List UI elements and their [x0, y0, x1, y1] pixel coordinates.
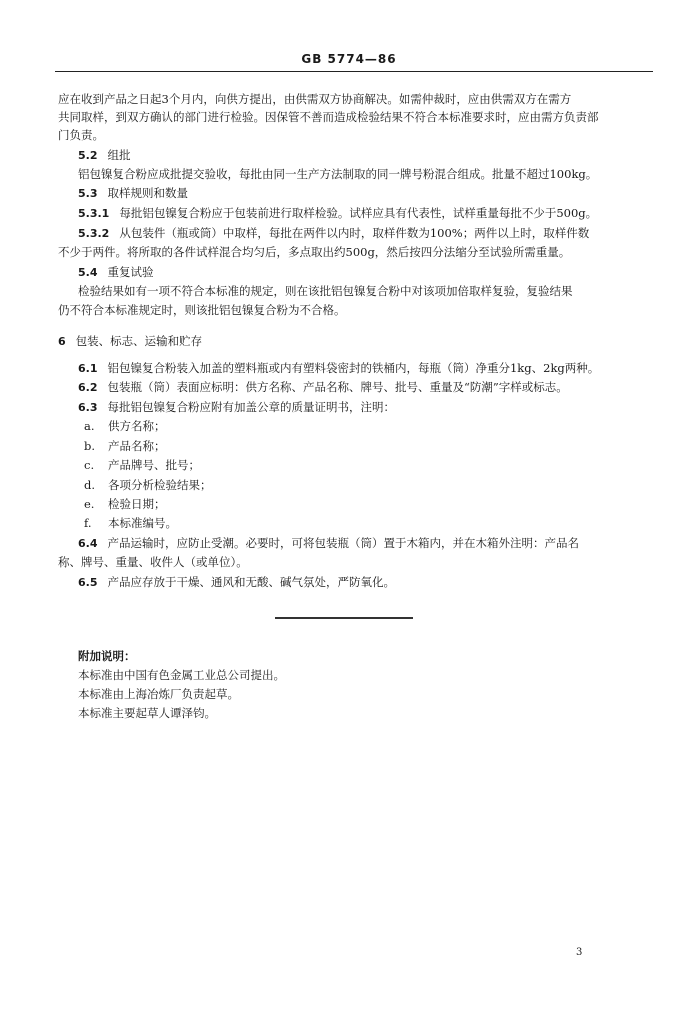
section-title: 组批	[107, 148, 131, 162]
section-divider	[275, 617, 413, 619]
paragraph-line: 检验结果如有一项不符合本标准的规定，则在该批铝包镍复合粉中对该项加倍取样复验，复验结果	[78, 284, 573, 298]
paragraph-line: 铝包镍复合粉应成批提交验收，每批由同一生产方法制取的同一牌号粉混合组成。批量不超过100kg。	[78, 167, 598, 181]
clause-text: 铝包镍复合粉装入加盖的塑料瓶或内有塑料袋密封的铁桶内，每瓶（筒）净重分1kg、2kg两种。	[107, 361, 600, 375]
section-title: 取样规则和数量	[107, 186, 188, 200]
section-title: 重复试验	[107, 265, 154, 279]
clause-text: 每批铝包镍复合粉应于包装前进行取样检验。试样应具有代表性，试样重量每批不少于500g。	[119, 206, 598, 220]
clause-number: 6.2	[78, 381, 98, 394]
section-number: 5.3	[78, 187, 98, 200]
clause-text: 产品运输时，应防止受潮。必要时，可将包装瓶（筒）置于木箱内，并在木箱外注明：产品名	[107, 536, 579, 550]
list-text: 产品牌号、批号；	[108, 458, 200, 472]
paragraph-line: 应在收到产品之日起3个月内，向供方提出，由供需双方协商解决。如需仲裁时，应由供需双方在需方	[58, 92, 572, 106]
section-number: 5.2	[78, 149, 98, 162]
list-item	[84, 438, 166, 454]
paragraph-line: 称、牌号、重量、收件人（或单位）。	[58, 555, 248, 569]
list-marker: c.	[84, 458, 95, 472]
section-number: 5.4	[78, 266, 98, 279]
paragraph-line: 共同取样，到双方确认的部门进行检验。因保管不善而造成检验结果不符合本标准要求时，应由需方负责部	[58, 110, 599, 124]
clause-5-3-2	[78, 225, 589, 242]
notes-line: 本标准由上海冶炼厂负责起草。	[78, 687, 239, 701]
clause-number: 6.1	[78, 362, 98, 375]
clause-6-4	[78, 535, 579, 552]
paragraph-line: 不少于两件。将所取的各件试样混合均匀后，多点取出约500g，然后按四分法缩分至试验所需重量。	[58, 245, 571, 259]
clause-5-3-1	[78, 205, 597, 222]
chapter-number: 6	[58, 335, 66, 348]
list-text: 各项分析检验结果；	[108, 478, 212, 492]
chapter-heading-6	[58, 333, 202, 350]
standard-number-header: GB 5774—86	[301, 52, 397, 66]
clause-6-1	[78, 360, 599, 377]
clause-6-3	[78, 399, 395, 416]
list-item	[84, 457, 200, 473]
list-marker: a.	[84, 419, 95, 433]
paragraph-line: 门负责。	[58, 128, 104, 142]
list-text: 产品名称；	[108, 439, 166, 453]
page-number: 3	[576, 947, 583, 958]
list-text: 检验日期；	[108, 497, 166, 511]
clause-number: 6.3	[78, 401, 98, 414]
list-marker: f.	[84, 516, 92, 530]
section-heading-5-2	[78, 147, 131, 164]
list-text: 本标准编号。	[108, 516, 177, 530]
clause-number: 6.4	[78, 537, 98, 550]
list-marker: b.	[84, 439, 96, 453]
clause-6-2	[78, 379, 568, 396]
clause-number: 5.3.2	[78, 227, 110, 240]
section-heading-5-3	[78, 185, 188, 202]
section-heading-5-4	[78, 264, 154, 281]
list-marker: d.	[84, 478, 96, 492]
chapter-title: 包装、标志、运输和贮存	[75, 334, 203, 348]
clause-text: 从包装件（瓶或筒）中取样，每批在两件以内时，取样件数为100%；两件以上时，取样件数	[119, 226, 590, 240]
clause-text: 包装瓶（筒）表面应标明：供方名称、产品名称、牌号、批号、重量及“防潮”字样或标志。	[107, 380, 568, 394]
list-item	[84, 418, 166, 434]
clause-6-5	[78, 574, 395, 591]
notes-title: 附加说明：	[78, 649, 136, 663]
header-rule	[55, 71, 653, 72]
list-item	[84, 477, 212, 493]
notes-line: 本标准由中国有色金属工业总公司提出。	[78, 668, 285, 682]
notes-line: 本标准主要起草人谭泽钧。	[78, 706, 216, 720]
list-marker: e.	[84, 497, 95, 511]
list-item	[84, 496, 166, 512]
list-text: 供方名称；	[108, 419, 166, 433]
clause-number: 6.5	[78, 576, 98, 589]
paragraph-line: 仍不符合本标准规定时，则该批铝包镍复合粉为不合格。	[58, 303, 346, 317]
list-item	[84, 515, 177, 531]
clause-number: 5.3.1	[78, 207, 110, 220]
clause-text: 产品应存放于干燥、通风和无酸、碱气氛处，严防氧化。	[107, 575, 395, 589]
clause-text: 每批铝包镍复合粉应附有加盖公章的质量证明书，注明：	[107, 400, 395, 414]
